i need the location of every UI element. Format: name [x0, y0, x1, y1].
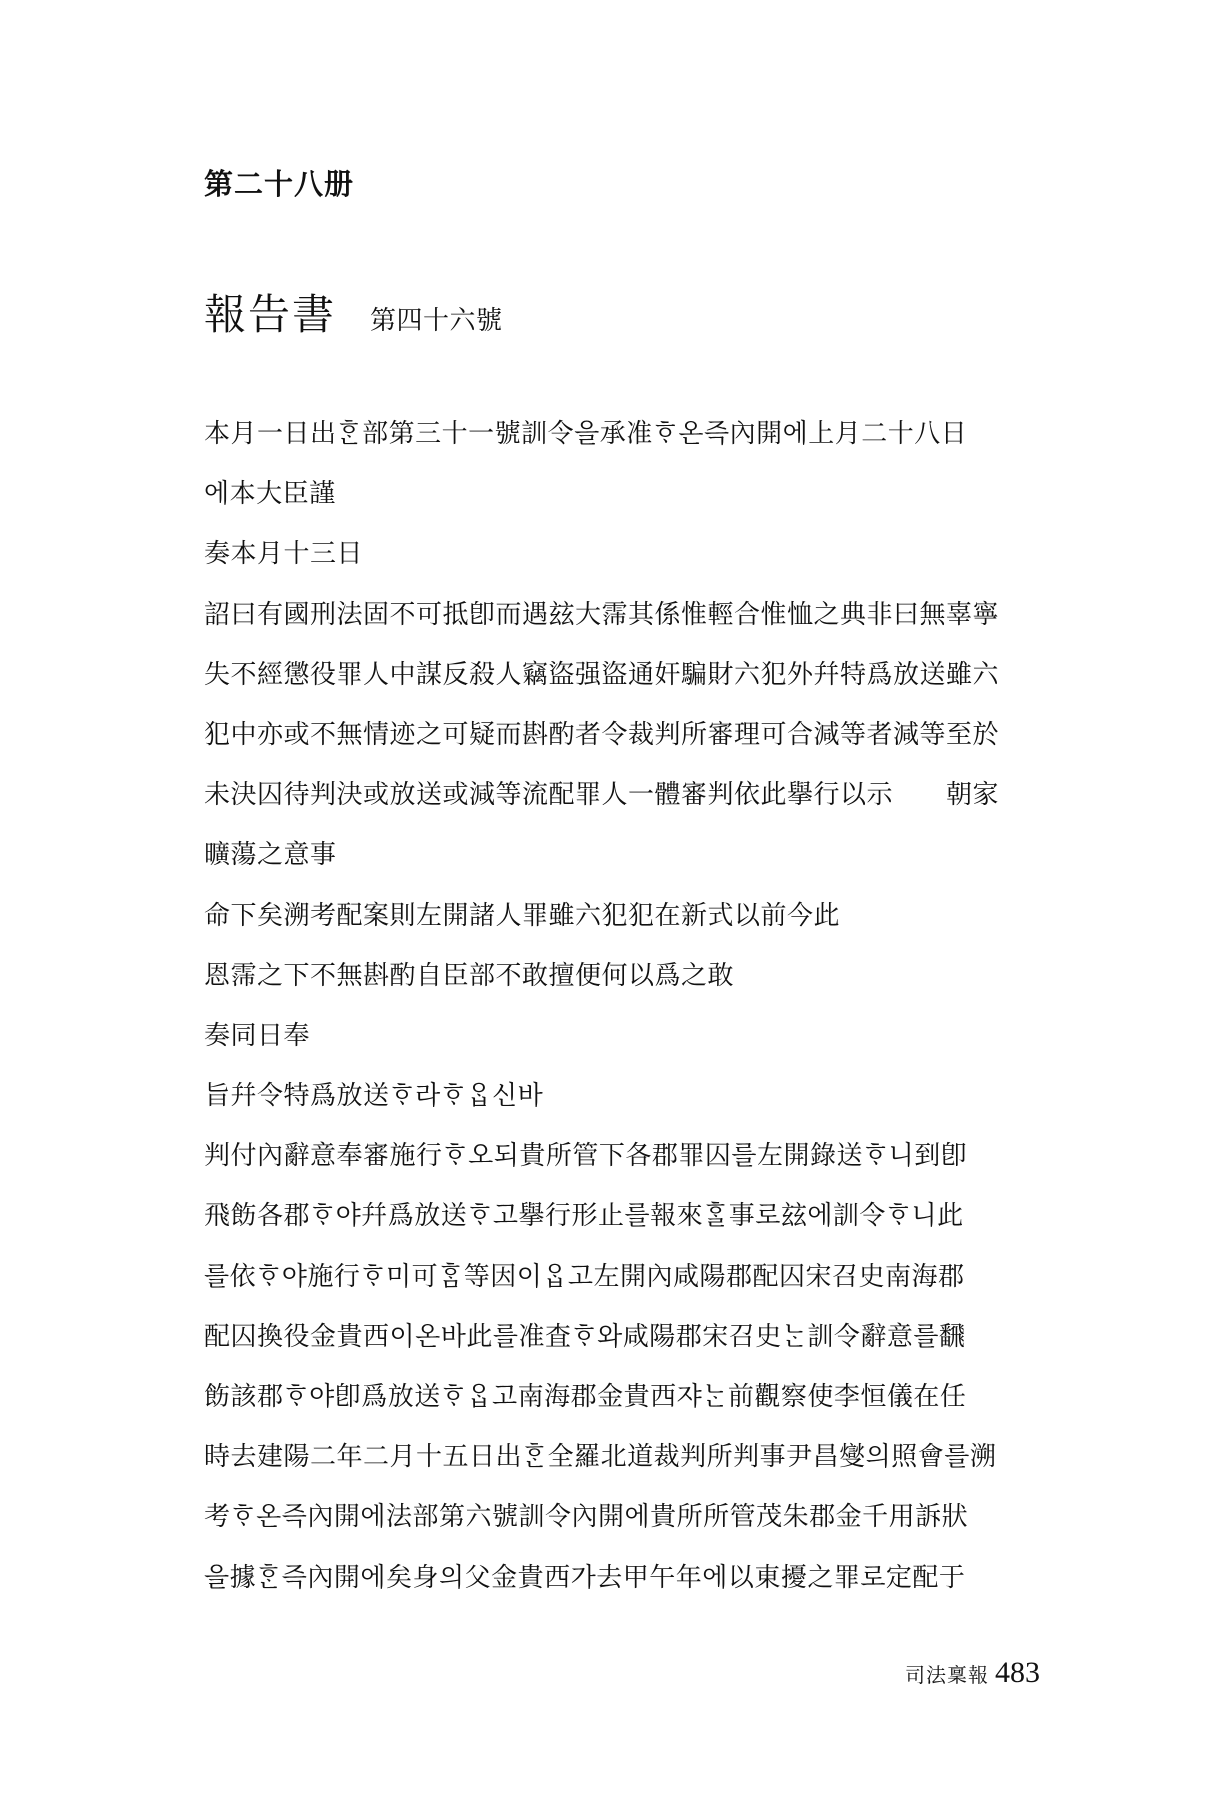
- page-footer: [0, 1658, 1040, 1688]
- section-heading: [204, 290, 503, 339]
- text-line: 에本大臣謹: [204, 479, 336, 510]
- volume-title: 第二十八册: [204, 167, 355, 201]
- text-line: 飛飭各郡ᄒᆞ야幷爲放送ᄒᆞ고擧行形止를報來ᄒᆞᆯ事로玆에訓令ᄒᆞ니此: [204, 1201, 964, 1232]
- text-line: 奏同日奉: [204, 1020, 311, 1051]
- text-line: 未決囚待判決或放送或減等流配罪人一體審判依此擧行以示 朝家: [204, 780, 1000, 811]
- text-line: 判付內辭意奉審施行ᄒᆞ오되貴所管下各郡罪囚를左開錄送ᄒᆞ니到卽: [204, 1141, 968, 1172]
- text-line: 犯中亦或不無情迹之可疑而斟酌者令裁判所審理可合減等者減等至於: [204, 719, 1000, 750]
- body-text: [204, 404, 1044, 1608]
- text-line: 考ᄒᆞ온즉內開에法部第六號訓令內開에貴所所管茂朱郡金千用訴狀: [204, 1502, 969, 1533]
- text-line: 詔曰有國刑法固不可抵卽而遇玆大霈其係惟輕合惟恤之典非曰無辜寧: [204, 599, 1000, 630]
- text-line: 飭該郡ᄒᆞ야卽爲放送ᄒᆞᄋᆞᆸ고南海郡金貴西쟈ᄂᆞᆫ前觀察使李恒儀在任: [204, 1382, 967, 1412]
- text-line: 旨幷令特爲放送ᄒᆞ라ᄒᆞᄋᆞᆸ신바: [204, 1081, 544, 1112]
- text-line: 曠蕩之意事: [204, 840, 337, 871]
- text-line: 奏本月十三日: [204, 539, 364, 570]
- text-line: 恩霈之下不無斟酌自臣部不敢擅便何以爲之敢: [204, 960, 735, 991]
- text-line: 命下矣溯考配案則左開諸人罪雖六犯犯在新式以前今此: [204, 900, 841, 931]
- page-number: 483: [995, 1656, 1040, 1689]
- text-line: 失不經懲役罪人中謀反殺人竊盜强盜通奸騙財六犯外幷特爲放送雖六: [204, 659, 1000, 690]
- section-number: 第四十六號: [370, 306, 503, 336]
- text-line: 을據ᄒᆞᆫ즉內開에矣身의父金貴西가去甲午年에以東擾之罪로定配于: [204, 1562, 966, 1593]
- journal-name: 司法稟報: [905, 1663, 989, 1687]
- text-line: 配囚換役金貴西이온바此를准査ᄒᆞ와咸陽郡宋召史ᄂᆞᆫ訓令辭意를飜: [204, 1321, 966, 1352]
- text-line: 를依ᄒᆞ야施行ᄒᆞ미可ᄒᆞᆷ等因이ᄋᆞᆸ고左開內咸陽郡配囚宋召史南海郡: [204, 1261, 965, 1292]
- text-line: 時去建陽二年二月十五日出ᄒᆞᆫ全羅北道裁判所判事尹昌燮의照會를溯: [204, 1442, 997, 1473]
- section-title: 報告書: [204, 290, 337, 339]
- text-line: 本月一日出ᄒᆞᆫ部第三十一號訓令을承准ᄒᆞ온즉內開에上月二十八日: [204, 419, 968, 449]
